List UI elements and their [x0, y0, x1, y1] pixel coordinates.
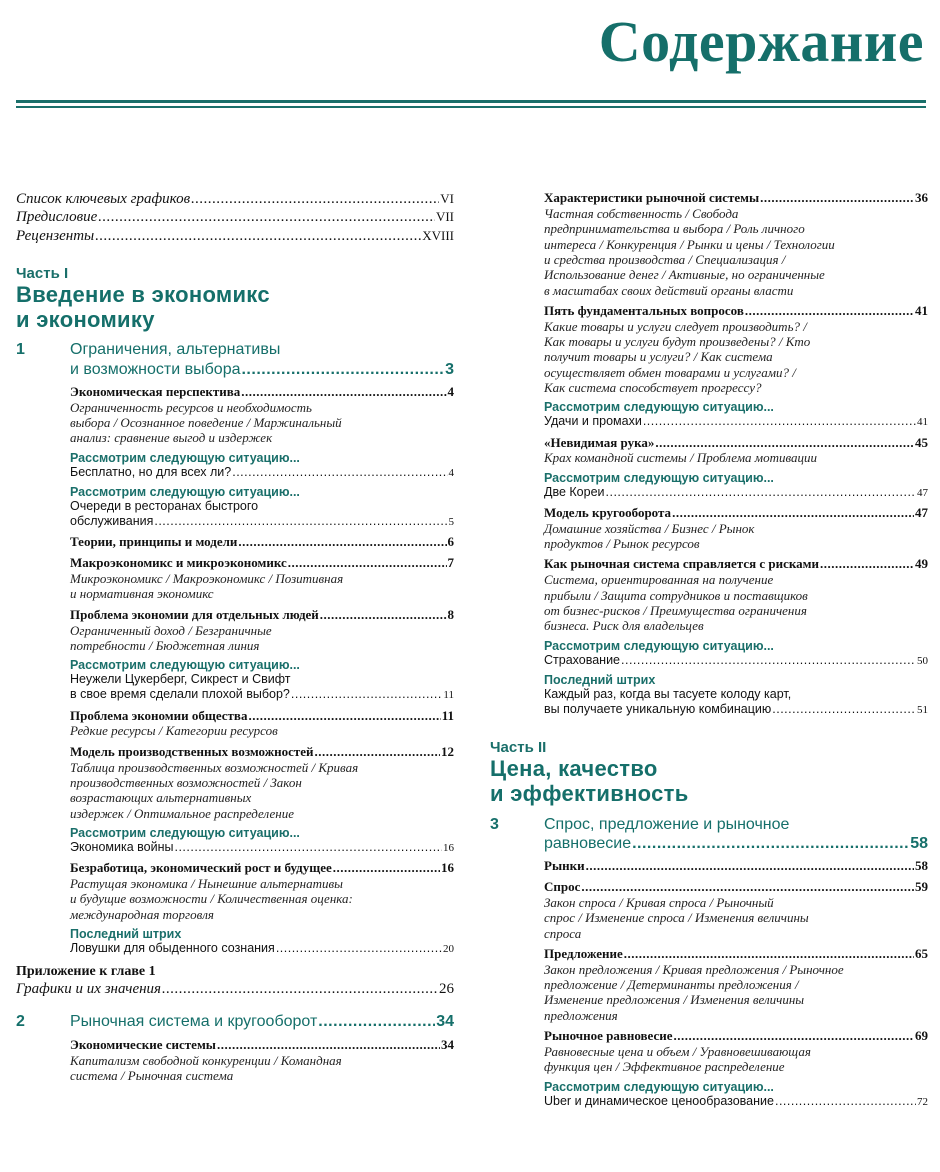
section-topics: Домашние хозяйства / Бизнес / Рынок продуктов / Рынок ресурсов — [544, 520, 755, 552]
page-number: VII — [435, 209, 454, 225]
chapter-heading[interactable]: 1 Ограничения, альтернативы и возможности выбора ..... 3 — [16, 340, 454, 378]
case-study-entry[interactable]: Бесплатно, но для всех ли? ..... 4 — [70, 465, 454, 480]
appendix-label: Приложение к главе 1 — [16, 964, 156, 980]
toc-section[interactable]: Спрос ..... 59 — [544, 879, 928, 895]
case-study-entry[interactable]: Страхование ..... 50 — [544, 653, 928, 668]
final-touch-entry[interactable]: Ловушки для обыденного сознания ..... 20 — [70, 941, 454, 956]
toc-section[interactable]: Экономическая перспектива ..... 4 — [70, 384, 454, 400]
title-divider — [16, 100, 926, 110]
chapter-heading[interactable]: 3 Спрос, предложение и рыночное равновесие ..... 58 — [490, 815, 928, 853]
case-study-label: Рассмотрим следующую ситуацию... — [544, 638, 774, 653]
toc-right-column — [490, 190, 928, 1109]
section-topics: Капитализм свободной конкуренции / Командная система / Рыночная система — [70, 1052, 342, 1083]
toc-entry-key-graphs[interactable]: Список ключевых графиков ..... VI — [16, 190, 454, 208]
chapter-heading[interactable]: 2 Рыночная система и кругооборот ..... 34 — [16, 1012, 454, 1031]
case-study-entry[interactable]: Uber и динамическое ценообразование ..... 72 — [544, 1094, 928, 1109]
part-title: Введение в экономикс и экономику — [16, 281, 270, 333]
page-number: 34 — [436, 1013, 454, 1031]
toc-entry-reviewers[interactable]: Рецензенты ..... XVIII — [16, 227, 454, 245]
toc-section[interactable]: Предложение ..... 65 — [544, 946, 928, 962]
section-topics: Система, ориентированная на получение прибыли / Защита сотрудников и поставщиков от бизнес-рисков / Преимущества ограничения бизнеса. Риск для владельцев — [544, 572, 808, 634]
toc-entry-preface[interactable]: Предисловие ..... VII — [16, 208, 454, 226]
part-label: Часть II — [490, 739, 547, 757]
toc-section[interactable]: Модель производственных возможностей ..... 12 — [70, 744, 454, 760]
section-topics: Растущая экономика / Нынешние альтернативы и будущие возможности / Количественная оценка: международная торговля — [70, 876, 353, 922]
section-topics: Таблица производственных возможностей / Кривая производственных возможностей / Закон возрастающих альтернативных издержек / Оптимальное распределение — [70, 759, 359, 821]
toc-section[interactable]: Теории, принципы и модели ..... 6 — [70, 534, 454, 550]
chapter-number: 2 — [16, 1013, 25, 1031]
case-study-entry[interactable]: Удачи и промахи ..... 41 — [544, 414, 928, 429]
part-label: Часть I — [16, 264, 69, 282]
chapter-number: 3 — [490, 815, 499, 833]
toc-section[interactable]: Экономические системы ..... 34 — [70, 1037, 454, 1053]
case-study-label: Рассмотрим следующую ситуацию... — [70, 450, 300, 465]
page-number: 3 — [445, 360, 454, 378]
final-touch-entry[interactable]: Каждый раз, когда вы тасуете колоду карт, вы получаете уникальную комбинацию ..... 51 — [544, 687, 928, 717]
toc-section[interactable]: Проблема экономии для отдельных людей ..... 8 — [70, 607, 454, 623]
case-study-label: Рассмотрим следующую ситуацию... — [70, 658, 300, 673]
case-study-label: Рассмотрим следующую ситуацию... — [70, 825, 300, 840]
final-touch-label: Последний штрих — [544, 672, 656, 687]
toc-section[interactable]: Макроэкономикс и микроэкономикс ..... 7 — [70, 555, 454, 571]
toc-section[interactable]: Как рыночная система справляется с рисками ..... 49 — [544, 556, 928, 572]
case-study-label: Рассмотрим следующую ситуацию... — [544, 470, 774, 485]
part-title: Цена, качество и эффективность — [490, 756, 689, 807]
toc-section[interactable]: Проблема экономии общества ..... 11 — [70, 708, 454, 724]
page-number: 58 — [910, 834, 928, 852]
case-study-label: Рассмотрим следующую ситуацию... — [544, 400, 774, 415]
section-topics: Равновесные цена и объем / Уравновешивающая функция цен / Эффективное распределение — [544, 1043, 811, 1075]
toc-section[interactable]: Характеристики рыночной системы ..... 36 — [544, 190, 928, 206]
chapter-number: 1 — [16, 341, 25, 359]
toc-section[interactable]: Пять фундаментальных вопросов ..... 41 — [544, 303, 928, 319]
section-topics: Закон спроса / Кривая спроса / Рыночный спрос / Изменение спроса / Изменения величины спроса — [544, 894, 809, 941]
section-topics: Закон предложения / Кривая предложения / Рыночное предложение / Детерминанты предложения / Изменение предложения / Изменения величины предложения — [544, 961, 844, 1023]
toc-section[interactable]: Рыночное равновесие ..... 69 — [544, 1028, 928, 1044]
case-study-entry[interactable]: Две Кореи ..... 47 — [544, 485, 928, 500]
case-study-label: Рассмотрим следующую ситуацию... — [70, 484, 300, 499]
section-topics: Какие товары и услуги следует производить? / Как товары и услуги будут произведены? / Кто получит товары и услуги? / Как система осуществляет обмен товарами и услугами? / Как система способствует прогрессу? — [544, 318, 811, 395]
appendix-entry[interactable]: Графики и их значения ..... 26 — [16, 980, 454, 998]
page-number: XVIII — [422, 227, 454, 243]
case-study-entry[interactable]: Очереди в ресторанах быстрого обслуживания ..... 5 — [70, 499, 454, 529]
case-study-entry[interactable]: Экономика войны ..... 16 — [70, 840, 454, 855]
toc-section[interactable]: Безработица, экономический рост и будущее ..... 16 — [70, 860, 454, 876]
toc-section[interactable]: Модель кругооборота ..... 47 — [544, 505, 928, 521]
toc-section[interactable]: Рынки ..... 58 — [544, 858, 928, 874]
section-topics: Ограниченность ресурсов и необходимость выбора / Осознанное поведение / Маржинальный анализ: сравнение выгод и издержек — [70, 399, 342, 446]
section-topics: Ограниченный доход / Безграничные потребности / Бюджетная линия — [70, 622, 272, 653]
page-title: Содержание — [598, 9, 924, 74]
section-topics: Редкие ресурсы / Категории ресурсов — [70, 723, 278, 739]
case-study-entry[interactable]: Неужели Цукерберг, Сикрест и Свифт в свое время сделали плохой выбор? ..... 11 — [70, 672, 454, 702]
section-topics: Микроэкономикс / Макроэкономикс / Позитивная и нормативная экономикс — [70, 571, 344, 602]
final-touch-label: Последний штрих — [70, 926, 182, 941]
case-study-label: Рассмотрим следующую ситуацию... — [544, 1079, 774, 1094]
section-topics: Частная собственность / Свобода предпринимательства и выбора / Роль личного интереса / Конкуренция / Рынки и цены / Технологии и средства производства / Специализация / Использование денег / Активные, но ограниченные в масштабах своих действий органы власти — [544, 205, 835, 298]
toc-left-column — [16, 190, 454, 1083]
section-topics: Крах командной системы / Проблема мотивации — [544, 450, 818, 466]
page-number: VI — [440, 191, 454, 206]
toc-section[interactable]: «Невидимая рука» ..... 45 — [544, 435, 928, 451]
